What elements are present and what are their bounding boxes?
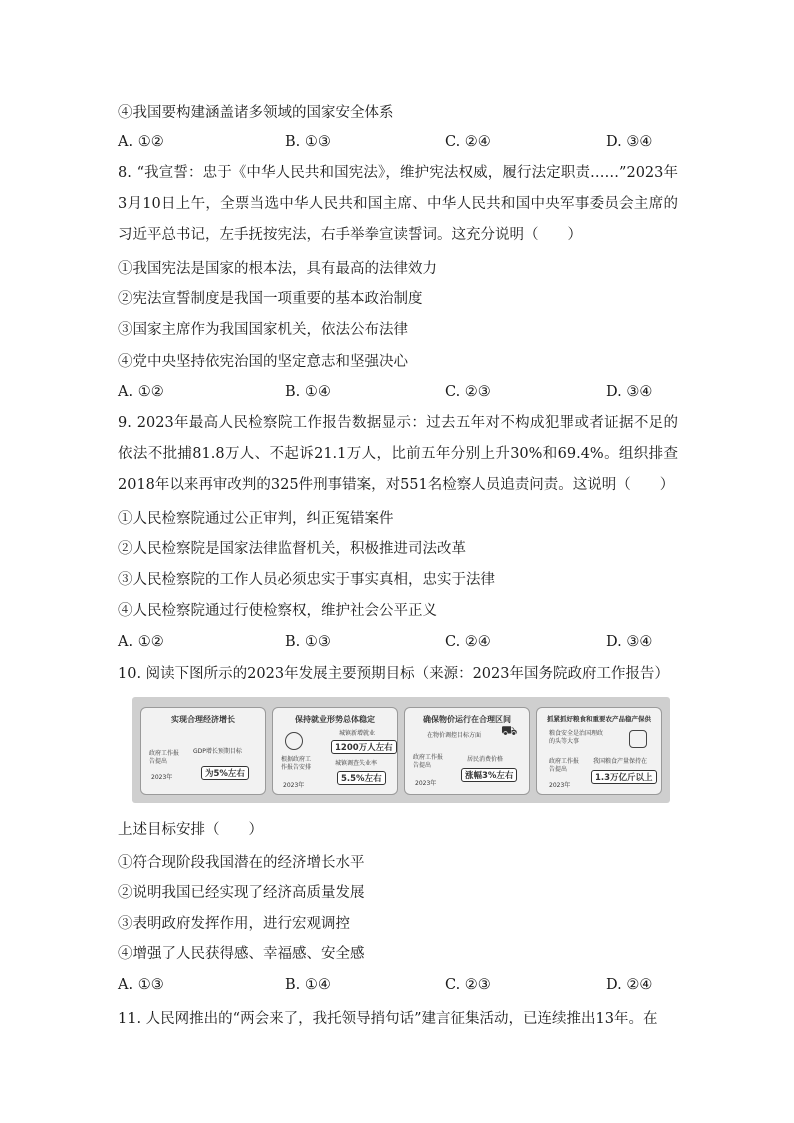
panel-title: 实现合理经济增长 <box>171 715 235 724</box>
q9-option-c: C. ②④ <box>445 634 491 650</box>
q10-option-c: C. ②③ <box>445 977 491 993</box>
q10-after: 上述目标安排（ ） <box>118 822 263 838</box>
panel-source: 根据政府工作报告安排 <box>281 756 312 771</box>
panel-label: 粮食安全是治国理政的头等大事 <box>549 730 604 745</box>
panel-value: 为5%左右 <box>201 766 249 780</box>
q9-options <box>118 634 678 654</box>
magnifier-person-icon <box>285 732 303 750</box>
panel-value: 涨幅3%左右 <box>461 768 517 782</box>
q7-option-c: C. ②④ <box>445 134 491 150</box>
panel-title: 抓紧抓好粮食和重要农产品稳产保供 <box>547 715 651 723</box>
q10-figure <box>132 697 670 803</box>
q7-options <box>118 134 678 154</box>
q9-option-d: D. ③④ <box>606 634 653 650</box>
q10-item-2: ②说明我国已经实现了经济高质量发展 <box>118 885 365 901</box>
figure-panel-grain <box>536 707 662 795</box>
q8-item-2: ②宪法宣誓制度是我国一项重要的基本政治制度 <box>118 291 423 307</box>
q8-option-b: B. ①④ <box>285 384 331 400</box>
q10-option-d: D. ②④ <box>606 977 653 993</box>
q10-item-4: ④增强了人民获得感、幸福感、安全感 <box>118 946 365 962</box>
q8-option-c: C. ②③ <box>445 384 491 400</box>
q9-option-b: B. ①③ <box>285 634 331 650</box>
q9-stem: 9. 2023年最高人民检察院工作报告数据显示：过去五年对不构成犯罪或者证据不足的依法不批捕81.8万人、不起诉21.1万人，比前五年分别上升30%和69.4%。组织排查2018年以来再审改判的325件刑事错案，对551名检察人员追责问责。这说明（ ） <box>118 415 678 493</box>
q11-stem: 11. 人民网推出的“两会来了，我托领导捎句话”建言征集活动，已连续推出13年。在 <box>118 1011 658 1027</box>
q10-item-1: ①符合现阶段我国潜在的经济增长水平 <box>118 855 365 871</box>
panel-label-2: 居民消费价格 <box>467 756 504 763</box>
q10-option-a: A. ①③ <box>118 977 164 993</box>
panel-label-2: 我国粮食产量保持在 <box>593 758 648 765</box>
cart-icon: ⛟ <box>501 724 518 739</box>
figure-panel-employment <box>272 707 398 795</box>
q9-option-a: A. ①② <box>118 634 164 650</box>
panel-year: 2023年 <box>151 774 173 781</box>
q10-option-b: B. ①④ <box>285 977 331 993</box>
panel-source: 政府工作报告提出 <box>549 758 580 773</box>
q7-option-d: D. ③④ <box>606 134 653 150</box>
q8-item-3: ③国家主席作为我国国家机关，依法公布法律 <box>118 322 408 338</box>
q8-stem: 8. “我宣誓：忠于《中华人民共和国宪法》，维护宪法权威，履行法定职责……”2023年3月10日上午，全票当选中华人民共和国主席、中华人民共和国中央军事委员会主席的习近平总书记，左手抚按宪法，右手举拳宣读誓词。这充分说明（ ） <box>118 165 678 243</box>
q10-item-3: ③表明政府发挥作用，进行宏观调控 <box>118 916 350 932</box>
q9-item-4: ④人民检察院通过行使检察权，维护社会公平正义 <box>118 603 437 619</box>
panel-title: 保持就业形势总体稳定 <box>295 715 375 724</box>
panel-label: GDP增长预期目标 <box>193 748 242 755</box>
panel-label: 城镇新增就业 <box>339 730 376 737</box>
panel-label-2: 城镇调查失业率 <box>335 760 378 767</box>
q8-options <box>118 384 678 404</box>
q7-option-b: B. ①③ <box>285 134 331 150</box>
panel-source: 政府工作报告提出 <box>413 754 444 769</box>
panel-year: 2023年 <box>415 780 437 787</box>
q10-stem: 10. 阅读下图所示的2023年发展主要预期目标（来源：2023年国务院政府工作报告） <box>118 666 669 682</box>
q9-item-2: ②人民检察院是国家法律监督机关，积极推进司法改革 <box>118 541 466 557</box>
q8-option-d: D. ③④ <box>606 384 653 400</box>
q9-item-1: ①人民检察院通过公正审判，纠正冤错案件 <box>118 511 394 527</box>
figure-panel-prices <box>404 707 530 795</box>
q9-item-3: ③人民检察院的工作人员必须忠实于事实真相，忠实于法律 <box>118 572 495 588</box>
panel-year: 2023年 <box>283 782 305 789</box>
figure-panel-growth <box>140 707 266 795</box>
panel-source: 政府工作报告提出 <box>149 750 180 765</box>
panel-year: 2023年 <box>549 782 571 789</box>
panel-value: 1.3万亿斤以上 <box>591 770 657 784</box>
panel-title: 确保物价运行在合理区间 <box>423 715 511 724</box>
q8-item-1: ①我国宪法是国家的根本法，具有最高的法律效力 <box>118 261 437 277</box>
q7-option-a: A. ①② <box>118 134 164 150</box>
panel-value: 1200万人左右 <box>331 740 397 754</box>
grain-sack-icon <box>629 730 647 748</box>
q7-item-4: ④我国要构建涵盖诸多领域的国家安全体系 <box>118 105 394 121</box>
q8-item-4: ④党中央坚持依宪治国的坚定意志和坚强决心 <box>118 354 408 370</box>
q10-options <box>118 977 678 997</box>
panel-value-2: 5.5%左右 <box>337 771 386 785</box>
q8-option-a: A. ①② <box>118 384 164 400</box>
panel-label: 在物价调控目标方面 <box>427 732 482 739</box>
